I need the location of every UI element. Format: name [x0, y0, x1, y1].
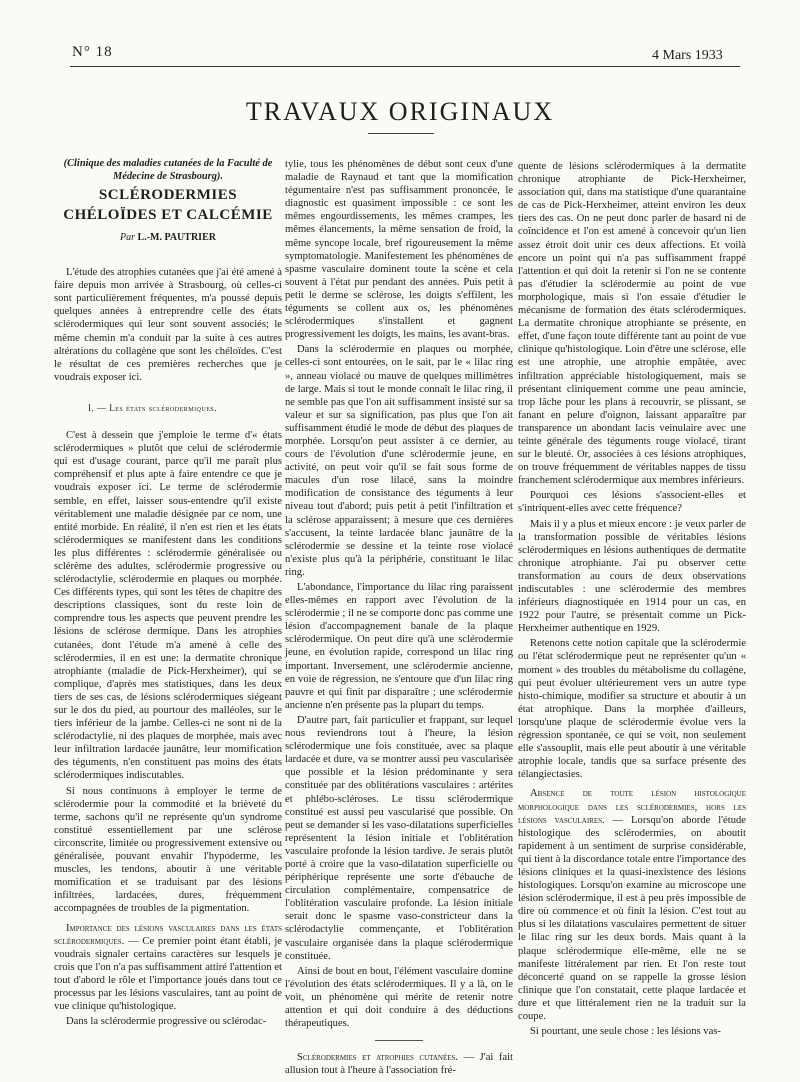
paragraph — [518, 787, 746, 1023]
column-1 — [54, 158, 282, 1030]
paragraph-text: — Ce premier point étant établi, je voudrais signaler certains caractères sur lesquels je crois que l'on n'a pas suffisamment attiré l'attention et tout d'abord le rôle et l'importance joués dans tout ce processus par les lésions vasculaires, tant au point de vue clinique qu'histologique. — [54, 935, 282, 1013]
paragraph: tylie, tous les phénomènes de début sont ceux d'une maladie de Raynaud et tant que la momification tégumentaire n'est pas suffisamment prononcée, le diagnostic est quasiment impossible : ce sont les mêmes engourdissements, les mêmes crampes, les mêmes élancements, la même sensation de froid, la même syncope locale, bref rigoureusement la même symptomatologie. Manifestement les phénomènes de spasme vasculaire dominent toute la scène et cela souvent à l'état pur pendant des années. Puis petit à petit le derme se sclérose, les doigts s'effilent, les téguments se collent aux os, les phénomènes sclérodermiques s'installent et gagnent progressivement les doigts, les mains, les avant-bras. — [285, 159, 513, 341]
issue-date: 4 Mars 1933 — [652, 48, 723, 63]
article-title — [54, 185, 282, 225]
paragraph: C'est à dessein que j'emploie le terme d'« états sclérodermiques » plutôt que celui de sclérodermie qui est d'usage courant, parce qu'il me paraît plus compréhensif et plus apte à faire entendre ce que je voudrais exposer ici. Le terme de sclérodermie semble, en effet, laisser sous-entendre qu'il existe véritablement une maladie désignée par ce nom, une entité morbide. En réalité, il n'en est rien et les états sclérodermiques se manifestent dans les conditions les plus différentes : sclérodermie généralisée ou sclérème des adultes, sclérodermie progressive ou sclérodactylie, sclérodermie en plaques ou morphée. Ces différents types, qui sont les têtes de chapitre des descriptions classiques, sont du reste loin de comprendre tous les aspects que peuvent prendre les lésions de sclérose dermique. Dans les atrophies cutanées, dont l'étude m'a amené à celle des sclérodermies, il en est une: la dermatite chronique atrophiante (maladie de Pick-Herxheimer), qui se complique, d'après mes statistiques, dans les deux tiers de ses cas, de lésions sclérodermiques siégeant sur le dos du pied, au pourtour des malléoles, sur le tiers inférieur de la jambe. Celles-ci ne sont ni de la sclérodactylie, ni des plaques de morphée, mais avec leur infiltration lardacée jaunâtre, leur momification des téguments, n'en constituent pas moins des états sclérodermiques indiscutables. — [54, 430, 282, 782]
section-rule — [368, 133, 434, 134]
divider-rule — [375, 1040, 423, 1041]
paragraph: Dans la sclérodermie en plaques ou morphée, celles-ci sont entourées, on le sait, par le « lilac ring », anneau violacé ou mauve de quelques millimètres de large. Mais si tout le monde connaît le lilac ring, il ne semble pas que l'on ait suffisamment insisté sur sa valeur et sur sa signification, pas plus que l'on ait suffisamment étudié le mode de début des plaques de morphée. Lorsqu'on peut assister à ce dernier, au cours de l'évolution d'une sclérodermie jeune, en activité, on peut voir qu'il se fait sous forme de macules d'un rose lilacé, sans la moindre modification de consistance des téguments à leur niveau tout d'abord; puis petit à petit l'infiltration et la sclérose apparaissent; à mesure que ces dernières s'accusent, la teinte lardacée blanc jaunâtre de la sclérodermie se dessine et la teinte rose violacé n'existe plus qu'à la périphérie, constituant le lilac ring. — [285, 344, 513, 578]
paragraph: Si pourtant, une seule chose : les lésions vas- — [530, 1026, 721, 1038]
section-title: TRAVAUX ORIGINAUX — [245, 97, 555, 126]
author-line — [54, 231, 282, 244]
paragraph: D'autre part, fait particulier et frappant, sur lequel nous reviendrons tout à l'heure, la lésion sclérodermique une fois constituée, avec sa plaque lardacée et dure, va se montrer aussi peu vascularisée que possible et la lésion prédominante y sera constituée par des oblitérations vasculaires : artérites et phlébo-scléroses. Le tissu sclérodermique constitué est aussi peu vascularisé que possible. On peut se demander si les vaso-dilatations superficielles représentent la lésion initiale et l'oblitération vasculaire profonde la lésion tardive. Je serais plutôt porté à croire que la vaso-dilatation superficielle ou périphérique représente une sorte d'ébauche de circulation complémentaire, compensatrice de l'oblitération vasculaire profonde. La lésion initiale serait donc le spasme vaso-constricteur dans la sclérodactylie commençante, et l'oblitération vasculaire organisée dans la plaque sclérodermique constituée. — [285, 714, 513, 962]
paragraph: Si nous continuons à employer le terme de sclérodermie pour la commodité et la brièveté du terme, sachons qu'il ne représente qu'un syndrome constitué essentiellement par une sclérose circonscrite, limitée ou progressivement extensive ou généralisée, pouvant envahir l'hypoderme, les muscles, les tendons, aboutir à une véritable momification et se traduisant par des lésions infiltrées, lardacées, dures, fréquemment accompagnées de troubles de la pigmentation. — [54, 785, 282, 915]
paragraph — [285, 1051, 513, 1077]
clinic-affiliation: (Clinique des maladies cutanées de la Faculté de Médecine de Strasbourg). — [63, 158, 273, 182]
header-rule — [70, 66, 740, 67]
paragraph: Dans la sclérodermie progressive ou sclérodac- — [66, 1016, 267, 1028]
paragraph: Pourquoi ces lésions s'associent-elles et s'intriquent-elles avec cette fréquence? — [518, 490, 746, 515]
column-3 — [518, 160, 746, 1040]
paragraph: Retenons cette notion capitale que la sclérodermie ou l'état sclérodermique peut ne représenter qu'un « moment » des troubles du métabolisme du collagène, qui peut évoluer ultérieurement vers un autre type histo-chimique, modifier sa structure et aboutir à un état atrophique. Dans la morphée d'ailleurs, lorsqu'une plaque de sclérodermie évolue vers la régression spontanée, ce qui se voit, non seulement elle s'assouplit, mais elle peut aboutir à une véritable atrophie locale, tandis que sa surface présente des télangiectasies. — [518, 638, 746, 781]
paragraph: Mais il y a plus et mieux encore : je veux parler de la transformation possible de véritables lésions sclérodermiques en lésions authentiques de dermatite chronique atrophiante. J'ai pu observer cette transformation au cours de deux observations indiscutables : une sclérodermie des membres inférieurs diagnostiquée en 1914 pour un cas, en 1922 pour l'autre, se présentait comme un Pick-Herxheimer authentique en 1929. — [518, 518, 746, 635]
column-2 — [285, 158, 513, 1079]
title-line-2: CHÉLOÏDES ET CALCÉMIE — [63, 207, 273, 223]
paragraph: Ainsi de bout en bout, l'élément vasculaire domine l'évolution des états sclérodermiques. Il y a là, on le voit, un phénomène qui mérite de retenir notre attention et qui doit conduire à des déductions thérapeutiques. — [285, 965, 513, 1030]
section-heading: I. — Les états sclérodermiques. — [88, 402, 218, 413]
paragraph — [54, 922, 282, 1014]
author-name: L.-M. PAUTRIER — [137, 232, 216, 243]
issue-number: N° 18 — [72, 44, 113, 60]
paragraph: L'abondance, l'importance du lilac ring paraissent elles-mêmes en rapport avec l'évolution de la sclérodermie ; il ne se comporte donc pas comme une lésion d'accompagnement banale de la plaque sclérodermique. On peut dire qu'à une sclérodermie jeune, en évolution rapide, correspond un lilac ring important. Inversement, une sclérodermie ancienne, en voie de régression, ne s'entoure que d'un lilac ring pauvre et qui finit par disparaître ; une sclérodermie ancienne n'en présente pas la plupart du temps. — [285, 582, 513, 711]
title-line-1: SCLÉRODERMIES — [98, 187, 238, 203]
run-in-heading: Importance des lésions vasculaires dans les états sclérodermiques. — [54, 922, 282, 947]
run-in-heading: Absence de toute lésion histologique morphologique dans les sclérodermies, hors les lésions vasculaires. — [518, 788, 746, 826]
author-prefix: Par — [120, 232, 136, 243]
paragraph-text: — Lorsqu'on aborde l'étude histologique des sclérodermies, on aboutit rapidement à un sentiment de surprise considérable, qui tient à la discordance totale entre l'importance des lésions cliniques et la quasi-inexistence des lésions histologiques. Lorsqu'on examine au microscope une lésion sclérodermique, il est à peu près impossible de dire où commence et où finit la lésion. C'est tout au plus si les dilatations vasculaires permettent de situer le lilac ring sur les deux bords. Mais quant à la plaque sclérodermique elle-même, elle ne se manifeste littéralement par rien. Et l'on reste tout déconcerté quand on se rappelle la grosse lésion clinique que l'on constatait, cette plaque lardacée et dure et que littéralement rien ne la traduit sur la coupe. — [518, 814, 746, 1022]
run-in-heading: Sclérodermies et atrophies cutanées. — [297, 1052, 459, 1064]
intro-paragraph: L'étude des atrophies cutanées que j'ai été amené à faire depuis mon arrivée à Strasbourg, où celles-ci sont particulièrement fréquentes, m'a poussé depuis quelques années à entreprendre celle des états sclérodermiques qui leur sont souvent associés; le même chemin m'a conduit par la suite à ces autres altérations du collagène que sont les chéloïdes. C'est le résultat de ces premières recherches que je voudrais exposer ici. — [54, 267, 282, 383]
paragraph-text: — J'ai fait allusion tout à l'heure à l'association fré- — [285, 1052, 513, 1077]
paragraph: quente de lésions sclérodermiques à la dermatite chronique atrophiante de Pick-Herxheimer, association qui, dans ma statistique d'une quarantaine de cas de Pick-Herxheimer, atteint environ les deux tiers des cas. On ne peut donc parler de hasard ni de coïncidence et l'on est amené à concevoir qu'un lien assez étroit doit unir ces deux affections. Et voilà encore un point qui n'a pas suffisamment frappé l'attention et qui doit la retenir si l'on ne se contente pas d'étudier la sclérodermie au point de vue morphologique, mais si l'on essaie d'étudier le mécanisme de formation des états sclérodermiques. La dermatite chronique atrophiante se présente, en effet, d'une façon toute différente tant au point de vue clinique qu'histologique. Loin d'être une sclérose, elle est une atrophie, une atrophie empâtée, avec infiltration appréciable histologiquement, mais se présentant cliniquement comme une peau amincie, trop lâche pour les plans à recouvrir, se plissant, se fanant en pelure d'oignon, laissant apparaître par transparence un abondant lacis veinulaire avec une teinte générale des téguments rouge violacé, tirant sur le bleuté. Or, associées à ces lésions atrophiques, on trouve fréquemment de véritables nappes de tissu franchement sclérodermique aux membres inférieurs. — [518, 161, 746, 487]
